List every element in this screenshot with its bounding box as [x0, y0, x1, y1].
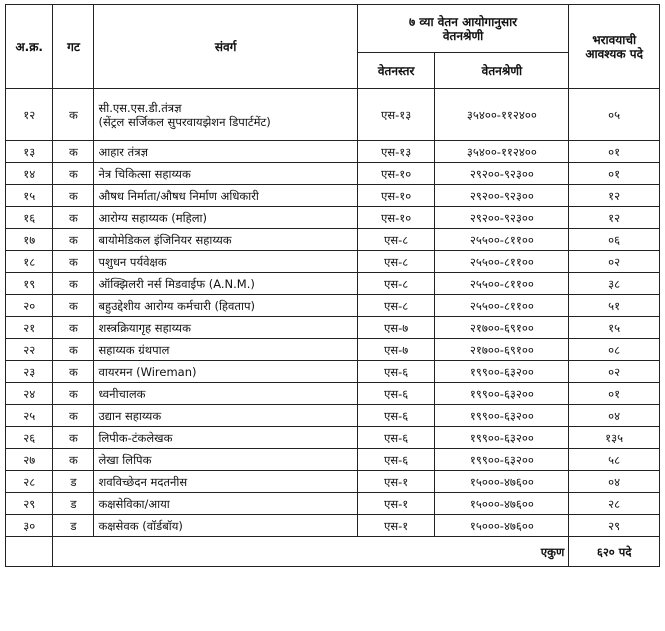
table-row — [6, 361, 660, 383]
group-cell: क — [53, 141, 94, 163]
table-row — [6, 185, 660, 207]
total-label: एकुण — [53, 537, 569, 567]
pay-scale-cell: १५०००-४७६०० — [435, 515, 569, 537]
vacancies-cell: १२ — [569, 207, 660, 229]
table-row — [6, 339, 660, 361]
table-row — [6, 515, 660, 537]
cadre-cell: ध्वनीचालक — [94, 383, 357, 405]
serial-cell: २६ — [6, 427, 53, 449]
pay-scale-cell: १९९००-६३२०० — [435, 405, 569, 427]
vacancies-cell: २८ — [569, 493, 660, 515]
group-cell: ड — [53, 471, 94, 493]
cadre-cell: आहार तंत्रज्ञ — [94, 141, 357, 163]
pay-scale-cell: १९९००-६३२०० — [435, 383, 569, 405]
pay-level-cell: एस-१० — [357, 207, 435, 229]
header-pay-level: वेतनस्तर — [357, 53, 435, 89]
table-row — [6, 141, 660, 163]
cadre-cell — [94, 89, 357, 141]
cadre-cell: कक्षसेविका/आया — [94, 493, 357, 515]
pay-scale-cell: २९२००-९२३०० — [435, 207, 569, 229]
cadre-cell: लेखा लिपिक — [94, 449, 357, 471]
group-cell: क — [53, 185, 94, 207]
serial-cell: १८ — [6, 251, 53, 273]
table-header — [6, 5, 660, 89]
serial-cell: १६ — [6, 207, 53, 229]
table-row — [6, 89, 660, 141]
vacancies-cell: ०५ — [569, 89, 660, 141]
group-cell: क — [53, 383, 94, 405]
serial-cell: १२ — [6, 89, 53, 141]
group-cell: क — [53, 449, 94, 471]
pay-level-cell: एस-१३ — [357, 89, 435, 141]
pay-level-cell: एस-७ — [357, 339, 435, 361]
vacancies-cell: ०६ — [569, 229, 660, 251]
pay-scale-cell: २९२००-९२३०० — [435, 163, 569, 185]
header-serial: अ.क्र. — [6, 5, 53, 89]
pay-level-cell: एस-६ — [357, 361, 435, 383]
vacancies-cell: १३५ — [569, 427, 660, 449]
pay-level-cell: एस-१० — [357, 185, 435, 207]
pay-scale-cell: २१७००-६९१०० — [435, 317, 569, 339]
pay-scale-cell: २५५००-८११०० — [435, 273, 569, 295]
group-cell: क — [53, 251, 94, 273]
serial-cell: १७ — [6, 229, 53, 251]
group-cell: क — [53, 427, 94, 449]
vacancies-cell: ०८ — [569, 339, 660, 361]
table-row — [6, 163, 660, 185]
cadre-cell: औषध निर्माता/औषध निर्माण अधिकारी — [94, 185, 357, 207]
pay-level-cell: एस-८ — [357, 273, 435, 295]
pay-level-cell: एस-७ — [357, 317, 435, 339]
table-row — [6, 449, 660, 471]
cadre-cell: उद्यान सहाय्यक — [94, 405, 357, 427]
pay-level-cell: एस-१० — [357, 163, 435, 185]
table-row — [6, 493, 660, 515]
serial-cell: २२ — [6, 339, 53, 361]
table-row — [6, 295, 660, 317]
vacancies-cell: ०२ — [569, 251, 660, 273]
vacancies-cell: २९ — [569, 515, 660, 537]
pay-scale-cell: २९२००-९२३०० — [435, 185, 569, 207]
serial-cell: १९ — [6, 273, 53, 295]
pay-scale-cell: १९९००-६३२०० — [435, 449, 569, 471]
cadre-cell: सहाय्यक ग्रंथपाल — [94, 339, 357, 361]
pay-level-cell: एस-६ — [357, 427, 435, 449]
header-pay-group: ७ व्या वेतन आयोगानुसार वेतनश्रेणी — [357, 5, 569, 53]
serial-cell: २८ — [6, 471, 53, 493]
pay-scale-cell: २५५००-८११०० — [435, 295, 569, 317]
cadre-cell: आरोग्य सहाय्यक (महिला) — [94, 207, 357, 229]
serial-cell: २७ — [6, 449, 53, 471]
vacancies-cell: ०१ — [569, 163, 660, 185]
table-body — [6, 89, 660, 537]
group-cell: क — [53, 229, 94, 251]
vacancies-cell: ०२ — [569, 361, 660, 383]
pay-scale-cell: १९९००-६३२०० — [435, 361, 569, 383]
table-row — [6, 427, 660, 449]
total-value: ६२० पदे — [569, 537, 660, 567]
table-row — [6, 317, 660, 339]
table-row — [6, 471, 660, 493]
serial-cell: २९ — [6, 493, 53, 515]
group-cell: क — [53, 361, 94, 383]
cadre-name: सी.एस.एस.डी.तंत्रज्ञ — [98, 100, 182, 115]
table-row — [6, 251, 660, 273]
serial-cell: २१ — [6, 317, 53, 339]
group-cell: क — [53, 295, 94, 317]
pay-level-cell: एस-८ — [357, 251, 435, 273]
group-cell: क — [53, 339, 94, 361]
table-row — [6, 207, 660, 229]
serial-cell: २५ — [6, 405, 53, 427]
serial-cell: २४ — [6, 383, 53, 405]
vacancy-table — [5, 4, 660, 567]
vacancies-cell: १५ — [569, 317, 660, 339]
serial-cell: १३ — [6, 141, 53, 163]
vacancies-cell: ५१ — [569, 295, 660, 317]
pay-scale-cell: २१७००-६९१०० — [435, 339, 569, 361]
header-cadre: संवर्ग — [94, 5, 357, 89]
pay-scale-cell: २५५००-८११०० — [435, 251, 569, 273]
header-group: गट — [53, 5, 94, 89]
pay-level-cell: एस-८ — [357, 229, 435, 251]
serial-cell: १४ — [6, 163, 53, 185]
pay-scale-cell: १५०००-४७६०० — [435, 493, 569, 515]
group-cell: क — [53, 317, 94, 339]
serial-cell: २० — [6, 295, 53, 317]
group-cell: क — [53, 405, 94, 427]
vacancies-cell: १२ — [569, 185, 660, 207]
cadre-cell: पशुधन पर्यवेक्षक — [94, 251, 357, 273]
table-row — [6, 383, 660, 405]
table-row — [6, 229, 660, 251]
cadre-cell: शवविच्छेदन मदतनीस — [94, 471, 357, 493]
vacancies-cell: ०१ — [569, 383, 660, 405]
cadre-expansion: (सेंट्रल सर्जिकल सुपरवायझेशन डिपार्टमेंट) — [98, 114, 271, 129]
vacancies-cell: ५८ — [569, 449, 660, 471]
cadre-cell: बायोमेडिकल इंजिनियर सहाय्यक — [94, 229, 357, 251]
group-cell: ड — [53, 493, 94, 515]
pay-level-cell: एस-१३ — [357, 141, 435, 163]
group-cell: क — [53, 207, 94, 229]
pay-scale-cell: २५५००-८११०० — [435, 229, 569, 251]
header-vacancies: भरावयाची आवश्यक पदे — [569, 5, 660, 89]
pay-level-cell: एस-१ — [357, 471, 435, 493]
vacancies-cell: ०१ — [569, 141, 660, 163]
table-row — [6, 273, 660, 295]
vacancies-cell: ०४ — [569, 471, 660, 493]
cadre-cell: शस्त्रक्रियागृह सहाय्यक — [94, 317, 357, 339]
pay-level-cell: एस-१ — [357, 493, 435, 515]
group-cell: क — [53, 273, 94, 295]
pay-scale-cell: ३५४००-११२४०० — [435, 141, 569, 163]
group-cell: क — [53, 163, 94, 185]
vacancies-cell: ३८ — [569, 273, 660, 295]
pay-level-cell: एस-६ — [357, 405, 435, 427]
cadre-cell: कक्षसेवक (वॉर्डबॉय) — [94, 515, 357, 537]
pay-scale-cell: ३५४००-११२४०० — [435, 89, 569, 141]
cadre-cell: ऑक्झिलरी नर्स मिडवाईफ (A.N.M.) — [94, 273, 357, 295]
total-row — [6, 537, 660, 567]
table-row — [6, 405, 660, 427]
vacancies-cell: ०४ — [569, 405, 660, 427]
group-cell: क — [53, 89, 94, 141]
cadre-cell: लिपीक-टंकलेखक — [94, 427, 357, 449]
serial-cell: ३० — [6, 515, 53, 537]
pay-scale-cell: १९९००-६३२०० — [435, 427, 569, 449]
pay-level-cell: एस-१ — [357, 515, 435, 537]
pay-level-cell: एस-६ — [357, 383, 435, 405]
header-pay-scale: वेतनश्रेणी — [435, 53, 569, 89]
cadre-cell: वायरमन (Wireman) — [94, 361, 357, 383]
group-cell: ड — [53, 515, 94, 537]
serial-cell: २३ — [6, 361, 53, 383]
pay-level-cell: एस-६ — [357, 449, 435, 471]
serial-cell: १५ — [6, 185, 53, 207]
cadre-cell: नेत्र चिकित्सा सहाय्यक — [94, 163, 357, 185]
cadre-cell: बहुउद्देशीय आरोग्य कर्मचारी (हिवताप) — [94, 295, 357, 317]
total-blank-cell — [6, 537, 53, 567]
pay-level-cell: एस-८ — [357, 295, 435, 317]
pay-scale-cell: १५०००-४७६०० — [435, 471, 569, 493]
